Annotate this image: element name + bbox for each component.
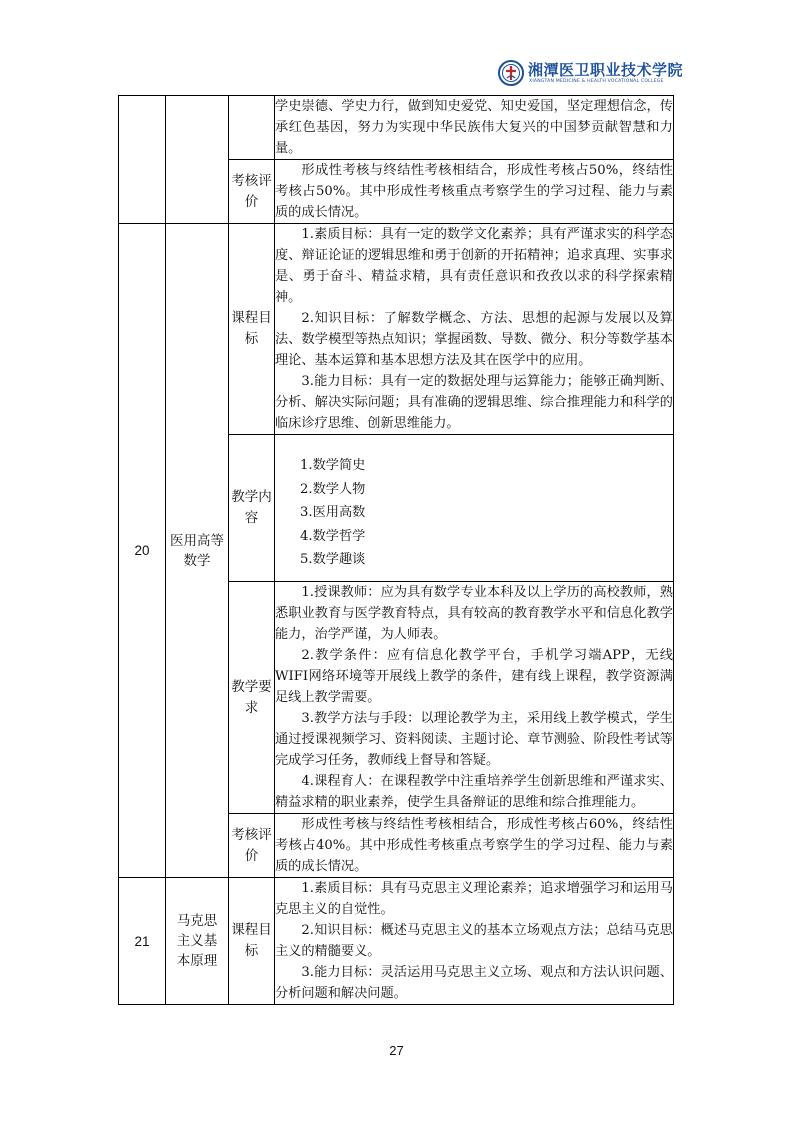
prev-assessment-text: 形成性考核与终结性考核相结合，形成性考核占50%，终结性考核占50%。其中形成性考核重点考察学生的学习过程、能力与素质的成长情况。 xyxy=(275,163,673,220)
table-row xyxy=(119,224,674,435)
requirements-content xyxy=(275,582,674,814)
content-label: 教学内容 xyxy=(229,435,275,582)
content-list xyxy=(275,435,674,582)
course-number: 20 xyxy=(119,224,166,878)
goal-ability: 3.能力目标：灵活运用马克思主义立场、观点和方法认识问题、分析问题和解决问题。 xyxy=(275,965,673,1001)
course-number: 21 xyxy=(119,878,166,1005)
list-item: 4.数学哲学 xyxy=(300,528,366,544)
college-name-english: XIANGTAN MEDICINE & HEALTH VOCATIONAL COLLEGE xyxy=(529,79,664,84)
college-seal-icon xyxy=(498,60,524,86)
prev-assessment-label: 考核评价 xyxy=(229,160,275,224)
goals-content xyxy=(275,224,674,435)
goals-label: 课程目标 xyxy=(229,878,275,1005)
page-number: 27 xyxy=(389,1043,404,1058)
list-item: 1.数学简史 xyxy=(300,458,366,474)
college-name: 湘潭医卫职业技术学院 xyxy=(528,61,684,79)
goal-knowledge: 2.知识目标：概述马克思主义的基本立场观点方法；总结马克思主义的精髓要义。 xyxy=(275,923,673,959)
assessment-text: 形成性考核与终结性考核相结合，形成性考核占60%，终结性考核占40%。其中形成性考核重点考察学生的学习过程、能力与素质的成长情况。 xyxy=(275,817,673,874)
requirement-conditions: 2.教学条件：应有信息化教学平台，手机学习端APP，无线WIFI网络环境等开展线上教学的条件，建有线上课程，教学资源满足线上教学需要。 xyxy=(275,648,673,705)
requirements-label: 教学要求 xyxy=(229,582,275,814)
list-item: 2.数学人物 xyxy=(300,481,366,497)
goals-content xyxy=(275,878,674,1005)
table-row xyxy=(119,878,674,1005)
requirement-teacher: 1.授课教师：应为具有数学专业本科及以上学历的高校教师，熟悉职业教育与医学教育特点，具有较高的教育教学水平和信息化教学能力，治学严谨，为人师表。 xyxy=(275,585,673,642)
prev-course-label xyxy=(229,96,275,160)
list-item: 5.数学趣谈 xyxy=(300,552,366,568)
table-row xyxy=(119,96,674,160)
prev-assessment-content xyxy=(275,160,674,224)
goal-knowledge: 2.知识目标：了解数学概念、方法、思想的起源与发展以及算法、数学模型等热点知识；掌握函数、导数、微分、积分等数学基本理论、基本运算和基本思想方法及其在医学中的应用。 xyxy=(275,311,673,368)
prev-course-name xyxy=(166,96,229,224)
college-logo xyxy=(498,58,684,90)
goal-quality: 1.素质目标：具有一定的数学文化素养；具有严谨求实的科学态度、辩证论证的逻辑思维和勇于创新的开拓精神；追求真理、实事求是、勇于奋斗、精益求精，具有责任意识和孜孜以求的科学探索精神。 xyxy=(275,227,673,305)
goal-ability: 3.能力目标：具有一定的数据处理与运算能力；能够正确判断、分析、解决实际问题；具有准确的逻辑思维、综合推理能力和科学的临床诊疗思维、创新思维能力。 xyxy=(275,374,673,431)
goals-label: 课程目标 xyxy=(229,224,275,435)
requirement-methods: 3.教学方法与手段：以理论教学为主，采用线上教学模式，学生通过授课视频学习、资料阅读、主题讨论、章节测验、阶段性考试等完成学习任务，教师线上督导和答疑。 xyxy=(275,711,673,768)
prev-course-number xyxy=(119,96,166,224)
prev-course-content xyxy=(275,96,674,160)
course-table xyxy=(118,95,674,1005)
requirement-education: 4.课程育人：在课程教学中注重培养学生创新思维和严谨求实、精益求精的职业素养，使学生具备辩证的思维和综合推理能力。 xyxy=(275,774,673,810)
assessment-content xyxy=(275,814,674,878)
course-name: 医用高等数学 xyxy=(166,224,229,878)
course-name: 马克思主义基本原理 xyxy=(166,878,229,1005)
prev-content-tail: 学史崇德、学史力行，做到知史爱党、知史爱国，坚定理想信念，传承红色基因，努力为实现中华民族伟大复兴的中国梦贡献智慧和力量。 xyxy=(275,99,673,156)
goal-quality: 1.素质目标：具有马克思主义理论素养；追求增强学习和运用马克思主义的自觉性。 xyxy=(275,881,673,917)
list-item: 3.医用高数 xyxy=(300,505,366,521)
assessment-label: 考核评价 xyxy=(229,814,275,878)
